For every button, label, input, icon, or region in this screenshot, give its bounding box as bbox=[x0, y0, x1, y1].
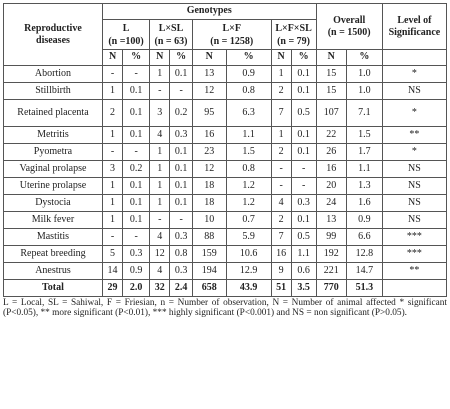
cell-significance: ** bbox=[382, 263, 446, 280]
cell-overall-pct: 7.1 bbox=[346, 100, 382, 127]
cell-L-N: 1 bbox=[102, 83, 122, 100]
total-row bbox=[4, 280, 447, 297]
cell-LFSL-N: 9 bbox=[271, 263, 291, 280]
cell-LFSL-pct: 0.3 bbox=[291, 195, 316, 212]
cell-LF-N: 23 bbox=[192, 144, 226, 161]
table-row bbox=[4, 161, 447, 178]
cell-LF-pct: 10.6 bbox=[226, 246, 271, 263]
cell-LSL-pct: 0.1 bbox=[170, 66, 192, 83]
overall-n: (n = 1500) bbox=[327, 26, 371, 38]
reproductive-diseases-table bbox=[3, 3, 447, 297]
total-LF-pct: 43.9 bbox=[226, 280, 271, 297]
cell-LSL-N: 1 bbox=[150, 66, 170, 83]
disease-name: Abortion bbox=[4, 66, 103, 83]
cell-LFSL-N: 1 bbox=[271, 66, 291, 83]
table-row bbox=[4, 127, 447, 144]
sub-header-pct: % bbox=[291, 50, 316, 66]
cell-overall-N: 192 bbox=[316, 246, 346, 263]
cell-LFSL-N: 16 bbox=[271, 246, 291, 263]
cell-L-pct: 0.1 bbox=[123, 100, 150, 127]
cell-significance: * bbox=[382, 66, 446, 83]
cell-LSL-pct: - bbox=[170, 212, 192, 229]
cell-LF-N: 18 bbox=[192, 195, 226, 212]
total-significance bbox=[382, 280, 446, 297]
cell-LFSL-pct: - bbox=[291, 161, 316, 178]
disease-name: Uterine prolapse bbox=[4, 178, 103, 195]
cell-overall-pct: 1.0 bbox=[346, 66, 382, 83]
cell-LF-pct: 0.7 bbox=[226, 212, 271, 229]
col-header-disease: Reproductive diseases bbox=[4, 4, 103, 66]
table-body bbox=[4, 66, 447, 297]
table-row bbox=[4, 178, 447, 195]
cell-LSL-N: 1 bbox=[150, 195, 170, 212]
cell-LF-N: 12 bbox=[192, 161, 226, 178]
L-label: L bbox=[122, 22, 130, 34]
cell-LF-N: 12 bbox=[192, 83, 226, 100]
cell-LF-N: 18 bbox=[192, 178, 226, 195]
LFSL-n: (n = 79) bbox=[277, 35, 310, 47]
L-n: (n =100) bbox=[108, 35, 144, 47]
cell-LF-pct: 12.9 bbox=[226, 263, 271, 280]
cell-L-N: 14 bbox=[102, 263, 122, 280]
cell-LSL-pct: 0.8 bbox=[170, 246, 192, 263]
cell-LFSL-pct: 0.1 bbox=[291, 127, 316, 144]
cell-L-pct: 0.1 bbox=[123, 212, 150, 229]
cell-LFSL-N: 4 bbox=[271, 195, 291, 212]
cell-LF-N: 88 bbox=[192, 229, 226, 246]
col-header-LSL bbox=[150, 20, 193, 50]
total-LSL-pct: 2.4 bbox=[170, 280, 192, 297]
cell-LSL-pct: 0.1 bbox=[170, 178, 192, 195]
cell-overall-pct: 1.6 bbox=[346, 195, 382, 212]
cell-significance: ** bbox=[382, 127, 446, 144]
cell-L-N: 3 bbox=[102, 161, 122, 178]
total-label: Total bbox=[4, 280, 103, 297]
disease-name: Stillbirth bbox=[4, 83, 103, 100]
table-row bbox=[4, 212, 447, 229]
cell-L-pct: 0.1 bbox=[123, 195, 150, 212]
cell-LF-N: 95 bbox=[192, 100, 226, 127]
cell-LFSL-pct: 0.1 bbox=[291, 212, 316, 229]
cell-overall-N: 99 bbox=[316, 229, 346, 246]
cell-L-pct: - bbox=[123, 229, 150, 246]
LF-n: (n = 1258) bbox=[210, 35, 254, 47]
cell-LSL-N: - bbox=[150, 83, 170, 100]
cell-LF-pct: 1.2 bbox=[226, 195, 271, 212]
disease-name: Metritis bbox=[4, 127, 103, 144]
cell-LFSL-pct: 0.1 bbox=[291, 144, 316, 161]
cell-overall-pct: 14.7 bbox=[346, 263, 382, 280]
sub-header-pct: % bbox=[123, 50, 150, 66]
cell-L-N: - bbox=[102, 66, 122, 83]
cell-significance: * bbox=[382, 144, 446, 161]
cell-LF-N: 13 bbox=[192, 66, 226, 83]
cell-L-N: 1 bbox=[102, 127, 122, 144]
cell-L-N: - bbox=[102, 229, 122, 246]
cell-overall-N: 16 bbox=[316, 161, 346, 178]
cell-L-N: 5 bbox=[102, 246, 122, 263]
cell-L-N: 1 bbox=[102, 178, 122, 195]
cell-overall-N: 22 bbox=[316, 127, 346, 144]
cell-L-pct: 0.1 bbox=[123, 127, 150, 144]
cell-LSL-pct: 0.3 bbox=[170, 127, 192, 144]
cell-LF-pct: 5.9 bbox=[226, 229, 271, 246]
cell-L-pct: - bbox=[123, 66, 150, 83]
cell-overall-N: 221 bbox=[316, 263, 346, 280]
table-row bbox=[4, 263, 447, 280]
cell-overall-N: 26 bbox=[316, 144, 346, 161]
disease-name: Mastitis bbox=[4, 229, 103, 246]
sub-header-pct: % bbox=[226, 50, 271, 66]
cell-LFSL-pct: 0.5 bbox=[291, 100, 316, 127]
sub-header-pct: % bbox=[170, 50, 192, 66]
table-header bbox=[4, 4, 447, 66]
cell-LFSL-N: 2 bbox=[271, 83, 291, 100]
cell-LSL-N: 4 bbox=[150, 229, 170, 246]
overall-label: Overall bbox=[333, 15, 366, 26]
cell-overall-N: 107 bbox=[316, 100, 346, 127]
cell-LFSL-N: 2 bbox=[271, 144, 291, 161]
cell-LSL-pct: - bbox=[170, 83, 192, 100]
cell-LF-pct: 0.8 bbox=[226, 83, 271, 100]
LSL-label: L×SL bbox=[158, 22, 184, 34]
table-footnote: L = Local, SL = Sahiwal, F = Friesian, n = Number of observation, N = Number of animal affected * significant (P<0.05), ** more significant (P<0.01), *** highly significant (P<0.001) and NS = non significant (P>0.05). bbox=[3, 298, 447, 319]
cell-overall-pct: 0.9 bbox=[346, 212, 382, 229]
cell-LSL-N: 1 bbox=[150, 144, 170, 161]
total-overall-N: 770 bbox=[316, 280, 346, 297]
LSL-n: (n = 63) bbox=[154, 35, 188, 47]
cell-overall-N: 15 bbox=[316, 83, 346, 100]
cell-LFSL-N: 7 bbox=[271, 100, 291, 127]
col-header-genotypes: Genotypes bbox=[102, 4, 316, 20]
cell-overall-pct: 1.7 bbox=[346, 144, 382, 161]
cell-LF-pct: 6.3 bbox=[226, 100, 271, 127]
cell-LSL-pct: 0.3 bbox=[170, 229, 192, 246]
cell-significance: * bbox=[382, 100, 446, 127]
cell-LSL-N: 1 bbox=[150, 178, 170, 195]
cell-LF-pct: 1.2 bbox=[226, 178, 271, 195]
cell-LF-pct: 1.1 bbox=[226, 127, 271, 144]
cell-LFSL-pct: 0.1 bbox=[291, 66, 316, 83]
total-LSL-N: 32 bbox=[150, 280, 170, 297]
cell-L-pct: 0.1 bbox=[123, 83, 150, 100]
cell-LFSL-N: 7 bbox=[271, 229, 291, 246]
sub-header-N: N bbox=[271, 50, 291, 66]
cell-L-pct: 0.3 bbox=[123, 246, 150, 263]
cell-LFSL-pct: 0.5 bbox=[291, 229, 316, 246]
disease-name: Dystocia bbox=[4, 195, 103, 212]
cell-LFSL-N: - bbox=[271, 161, 291, 178]
cell-L-N: 1 bbox=[102, 195, 122, 212]
cell-LF-N: 10 bbox=[192, 212, 226, 229]
cell-LSL-pct: 0.2 bbox=[170, 100, 192, 127]
cell-LFSL-N: - bbox=[271, 178, 291, 195]
cell-significance: NS bbox=[382, 178, 446, 195]
disease-name: Repeat breeding bbox=[4, 246, 103, 263]
cell-overall-N: 24 bbox=[316, 195, 346, 212]
cell-L-N: - bbox=[102, 144, 122, 161]
cell-LFSL-pct: - bbox=[291, 178, 316, 195]
cell-LSL-pct: 0.1 bbox=[170, 161, 192, 178]
cell-LSL-N: - bbox=[150, 212, 170, 229]
col-header-LFSL bbox=[271, 20, 316, 50]
cell-significance: NS bbox=[382, 161, 446, 178]
col-header-overall bbox=[316, 4, 382, 50]
cell-overall-pct: 1.0 bbox=[346, 83, 382, 100]
sub-header-N: N bbox=[316, 50, 346, 66]
disease-name: Retained placenta bbox=[4, 100, 103, 127]
disease-name: Vaginal prolapse bbox=[4, 161, 103, 178]
cell-overall-pct: 1.5 bbox=[346, 127, 382, 144]
sub-header-N: N bbox=[102, 50, 122, 66]
col-header-significance: Level of Significance bbox=[382, 4, 446, 50]
cell-overall-pct: 6.6 bbox=[346, 229, 382, 246]
cell-L-N: 1 bbox=[102, 212, 122, 229]
cell-LFSL-N: 2 bbox=[271, 212, 291, 229]
total-L-N: 29 bbox=[102, 280, 122, 297]
disease-name: Milk fever bbox=[4, 212, 103, 229]
cell-LFSL-pct: 0.6 bbox=[291, 263, 316, 280]
cell-LSL-pct: 0.3 bbox=[170, 263, 192, 280]
cell-overall-pct: 1.1 bbox=[346, 161, 382, 178]
total-L-pct: 2.0 bbox=[123, 280, 150, 297]
cell-overall-N: 13 bbox=[316, 212, 346, 229]
cell-overall-pct: 12.8 bbox=[346, 246, 382, 263]
LF-label: L×F bbox=[222, 22, 241, 34]
table-row bbox=[4, 195, 447, 212]
cell-significance: NS bbox=[382, 212, 446, 229]
table-row bbox=[4, 100, 447, 127]
cell-LF-pct: 0.8 bbox=[226, 161, 271, 178]
cell-significance: *** bbox=[382, 246, 446, 263]
table-row bbox=[4, 229, 447, 246]
cell-LF-N: 159 bbox=[192, 246, 226, 263]
cell-LF-N: 16 bbox=[192, 127, 226, 144]
sub-header-blank bbox=[382, 50, 446, 66]
cell-L-pct: 0.9 bbox=[123, 263, 150, 280]
cell-LSL-N: 4 bbox=[150, 263, 170, 280]
cell-LSL-N: 12 bbox=[150, 246, 170, 263]
cell-LSL-N: 4 bbox=[150, 127, 170, 144]
cell-L-pct: 0.2 bbox=[123, 161, 150, 178]
sub-header-pct: % bbox=[346, 50, 382, 66]
cell-LSL-pct: 0.1 bbox=[170, 144, 192, 161]
total-LF-N: 658 bbox=[192, 280, 226, 297]
col-header-LF bbox=[192, 20, 271, 50]
cell-significance: *** bbox=[382, 229, 446, 246]
cell-LSL-N: 1 bbox=[150, 161, 170, 178]
cell-L-pct: - bbox=[123, 144, 150, 161]
disease-name: Anestrus bbox=[4, 263, 103, 280]
cell-overall-N: 20 bbox=[316, 178, 346, 195]
sub-header-N: N bbox=[192, 50, 226, 66]
col-header-L bbox=[102, 20, 149, 50]
cell-LSL-N: 3 bbox=[150, 100, 170, 127]
cell-significance: NS bbox=[382, 83, 446, 100]
total-overall-pct: 51.3 bbox=[346, 280, 382, 297]
table-row bbox=[4, 83, 447, 100]
LFSL-label: L×F×SL bbox=[275, 22, 312, 34]
cell-LFSL-pct: 0.1 bbox=[291, 83, 316, 100]
sub-header-N: N bbox=[150, 50, 170, 66]
table-row bbox=[4, 66, 447, 83]
cell-L-pct: 0.1 bbox=[123, 178, 150, 195]
cell-L-N: 2 bbox=[102, 100, 122, 127]
table-row bbox=[4, 246, 447, 263]
total-LFSL-N: 51 bbox=[271, 280, 291, 297]
disease-name: Pyometra bbox=[4, 144, 103, 161]
cell-LFSL-N: 1 bbox=[271, 127, 291, 144]
cell-LF-pct: 0.9 bbox=[226, 66, 271, 83]
cell-LFSL-pct: 1.1 bbox=[291, 246, 316, 263]
total-LFSL-pct: 3.5 bbox=[291, 280, 316, 297]
table-container bbox=[3, 3, 447, 319]
cell-LSL-pct: 0.1 bbox=[170, 195, 192, 212]
table-row bbox=[4, 144, 447, 161]
cell-LF-pct: 1.5 bbox=[226, 144, 271, 161]
cell-overall-pct: 1.3 bbox=[346, 178, 382, 195]
cell-overall-N: 15 bbox=[316, 66, 346, 83]
cell-LF-N: 194 bbox=[192, 263, 226, 280]
cell-significance: NS bbox=[382, 195, 446, 212]
